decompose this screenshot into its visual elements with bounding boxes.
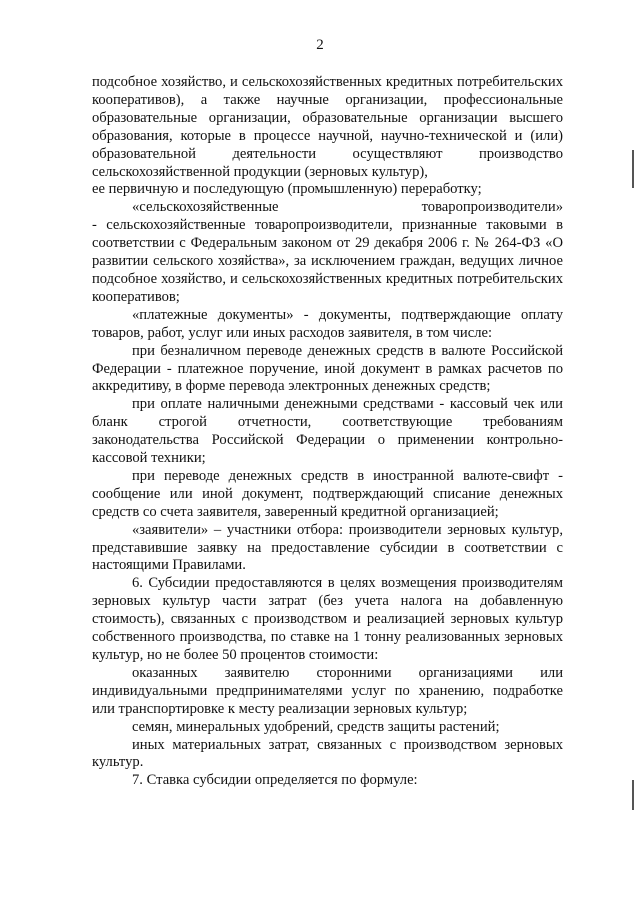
clause-6-subsidies: 6. Субсидии предоставляются в целях возмещения производителям зерновых культур части затрат (без учета налога на добавленную стоимость), связанных с производством и реализацией зерновых культур собственного производства, по ставке на 1 тонну реализованных зерновых культур, но не более 50 процентов стоимости: bbox=[92, 575, 563, 663]
list-item-other-costs: иных материальных затрат, связанных с производством зерновых культур. bbox=[92, 736, 563, 771]
paragraph-cashless-transfer: при безналичном переводе денежных средств в валюте Российской Федерации - платежное поручение, иной документ в рамках расчетов по аккредитиву, в форме перевода электронных денежных средств; bbox=[92, 342, 563, 395]
paragraph-processing: ее первичную и последующую (промышленную) переработку; bbox=[92, 181, 482, 198]
list-item-services: оказанных заявителю сторонними организациями или индивидуальными предпринимателями услуг по хранению, подработке или транспортировке к месту реализации зерновых культур; bbox=[92, 664, 563, 717]
term-agricultural-producers: «сельскохозяйственные товаропроизводители» bbox=[132, 199, 563, 216]
paragraph-foreign-currency: при переводе денежных средств в иностранной валюте-свифт - сообщение или иной документ, подтверждающий списание денежных средств со счета заявителя, заверенный кредитной организацией; bbox=[92, 467, 563, 520]
definition-applicants: «заявители» – участники отбора: производители зерновых культур, представившие заявку на предоставление субсидии в соответствии с настоящими Правилами. bbox=[92, 521, 563, 574]
paragraph-cash-payment: при оплате наличными денежными средствами - кассовый чек или бланк строгой отчетности, соответствующие требованиям законодательства Российской Федерации о применении контрольно-кассовой техники; bbox=[92, 396, 563, 467]
scan-edge-mark bbox=[632, 150, 634, 188]
paragraph-recipients-continued: подсобное хозяйство, и сельскохозяйственных кредитных потребительских кооперативов), а также научные организации, профессиональные образовательные организации, образовательные организации высшего образования, которые в процессе научной, научно-технической и (или) образовательной деятельности осуществляют производство сельскохозяйственной продукции (зерновых культур), bbox=[92, 74, 563, 180]
list-item-seeds: семян, минеральных удобрений, средств защиты растений; bbox=[132, 718, 500, 735]
document-body bbox=[92, 74, 563, 790]
definition-payment-documents: «платежные документы» - документы, подтверждающие оплату товаров, работ, услуг или иных расходов заявителя, в том числе: bbox=[92, 306, 563, 341]
definition-agricultural-producers: - сельскохозяйственные товаропроизводители, признанные таковыми в соответствии с Федеральным законом от 29 декабря 2006 г. № 264-ФЗ «О развитии сельского хозяйства», за исключением граждан, ведущих личное подсобное хозяйство, и сельскохозяйственных кредитных потребительских кооперативов; bbox=[92, 217, 563, 305]
clause-7-rate-formula: 7. Ставка субсидии определяется по формуле: bbox=[132, 772, 418, 789]
scan-edge-mark bbox=[632, 780, 634, 810]
page-number: 2 bbox=[316, 37, 324, 53]
